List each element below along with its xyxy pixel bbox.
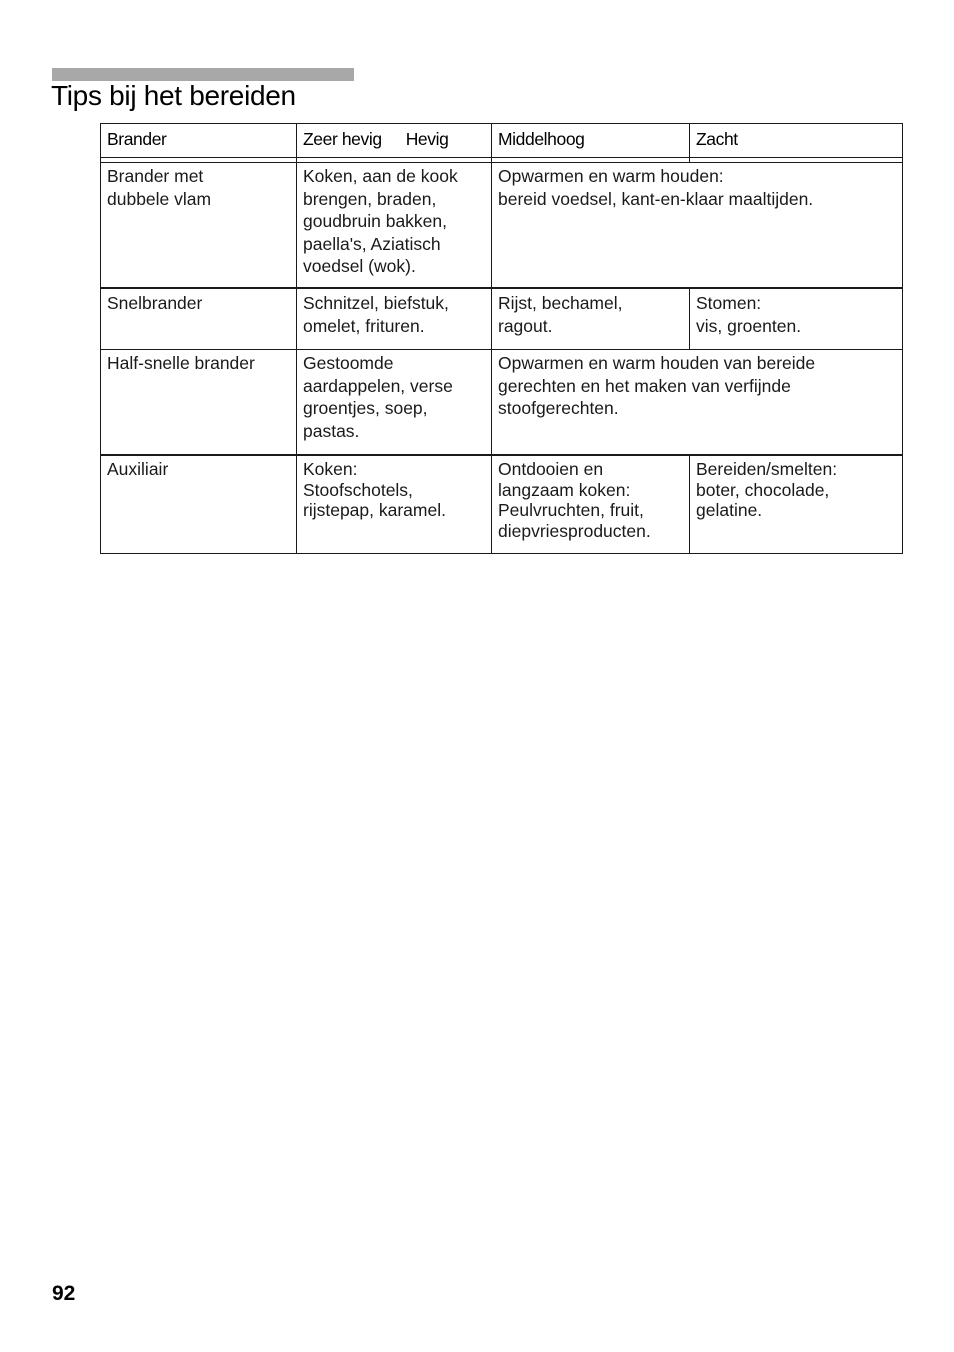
cell-medium-low: Opwarmen en warm houden van bereide gerechten en het maken van verfijnde stoofgerechten. <box>492 350 903 456</box>
header-very-high-label: Zeer hevig <box>303 129 382 149</box>
cell-low: Stomen: vis, groenten. <box>690 288 903 350</box>
cell-burner: Auxiliair <box>101 455 297 554</box>
cell-high: Koken, aan de kook brengen, braden, goudbruin bakken, paella's, Aziatisch voedsel (wok). <box>297 163 492 289</box>
cell-medium: Ontdooien en langzaam koken: Peulvruchten, fruit, diepvriesproducten. <box>492 455 690 554</box>
cell-medium: Rijst, bechamel, ragout. <box>492 288 690 350</box>
header-burner-label: Brander <box>107 129 167 149</box>
header-low <box>690 124 903 158</box>
header-low-label: Zacht <box>696 129 738 149</box>
header-medium-high-label: Middelhoog <box>498 129 585 149</box>
cell-burner: Half-snelle brander <box>101 350 297 456</box>
header-high-label: Hevig <box>405 129 449 149</box>
cell-burner: Brander met dubbele vlam <box>101 163 297 289</box>
table-row <box>101 350 903 456</box>
table-row <box>101 455 903 554</box>
cooking-tips-table <box>100 123 903 554</box>
header-medium-high <box>492 124 690 158</box>
header-burner <box>101 124 297 158</box>
cell-high: Gestoomde aardappelen, verse groentjes, soep, pastas. <box>297 350 492 456</box>
cell-high: Schnitzel, biefstuk, omelet, frituren. <box>297 288 492 350</box>
page-title: Tips bij het bereiden <box>51 80 296 111</box>
table-row <box>101 288 903 350</box>
cell-low: Bereiden/smelten: boter, chocolade, gelatine. <box>690 455 903 554</box>
page-number: 92 <box>52 1282 76 1305</box>
cell-medium-low: Opwarmen en warm houden: bereid voedsel, kant-en-klaar maaltijden. <box>492 163 903 289</box>
cell-burner: Snelbrander <box>101 288 297 350</box>
table-row <box>101 163 903 289</box>
table-header-row <box>101 124 903 158</box>
cell-high: Koken: Stoofschotels, rijstepap, karamel. <box>297 455 492 554</box>
header-heat-high <box>297 124 492 158</box>
